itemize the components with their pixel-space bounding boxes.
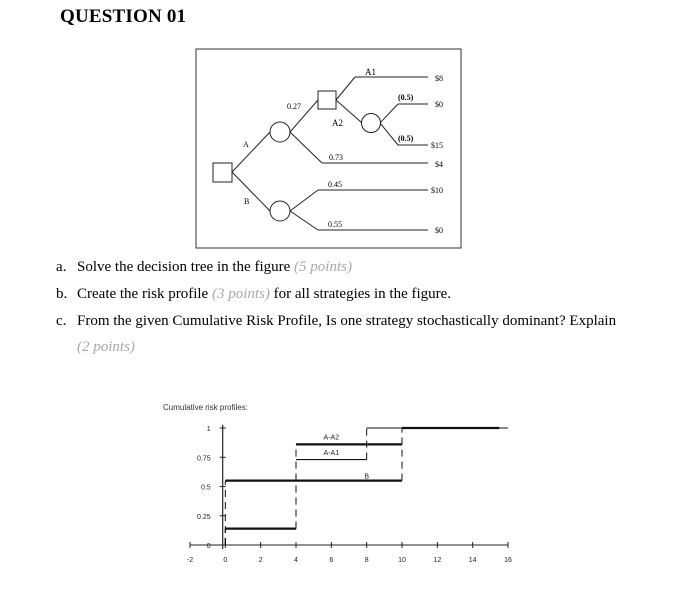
series-label: B [364,473,370,481]
prob-05-top: (0.5) [398,93,414,102]
payoff-a2-bottom: $15 [431,141,443,150]
prob-045: 0.45 [328,180,342,189]
prob-027: 0.27 [287,102,301,111]
series-a-a1 [225,428,508,545]
x-tick-label: 6 [329,557,334,564]
y-tick-label: 0.75 [197,455,211,463]
series-label: A-A1 [323,449,340,457]
x-tick-label: 10 [398,557,406,564]
x-tick-label: 12 [433,557,442,564]
branch-label-a2: A2 [332,118,343,128]
y-tick-label: 0.25 [197,513,211,521]
payoff-a1: $8 [435,74,443,83]
series-a-a2 [225,428,499,545]
question-letter: c. [56,313,67,329]
x-tick-label: 4 [294,557,298,564]
branch-label-a1: A1 [365,67,376,77]
branch-label-b: B [244,197,250,206]
question-points: (3 points) [211,286,270,302]
question-letter: b. [56,286,68,302]
question-text-after: for all strategies in the figure. [269,286,452,302]
question-text: From the given Cumulative Risk Profile, Is one strategy stochastically dominant? Explain [77,313,617,329]
payoff-b-055: $0 [435,226,443,235]
y-tick-label: 0 [206,543,211,550]
payoff-b-045: $10 [431,186,443,195]
x-tick-label: 16 [504,557,512,564]
series-b [225,428,402,545]
prob-055: 0.55 [328,220,342,229]
x-tick-label: 2 [258,557,263,564]
y-tick-label: 1 [206,426,211,433]
x-tick-label: 14 [468,557,477,564]
series-label: A-A2 [323,434,340,442]
question-text: Solve the decision tree in the figure [77,259,291,275]
branch-label-a: A [243,140,249,149]
question-heading: QUESTION 01 [60,6,187,27]
prob-05-bottom: (0.5) [398,134,414,143]
question-points: (5 points) [294,259,352,275]
payoff-a-073: $4 [435,160,443,169]
x-tick-label: -2 [186,557,194,564]
question-letter: a. [56,259,67,275]
question-text: Create the risk profile [77,286,209,302]
prob-073: 0.73 [329,153,343,162]
x-tick-label: 0 [223,557,228,564]
x-tick-label: 8 [364,557,369,564]
payoff-a2-top: $0 [435,100,443,109]
y-tick-label: 0.5 [200,484,211,492]
question-c-points: (2 points) [77,339,135,355]
chart-title: Cumulative risk profiles: [163,403,248,412]
